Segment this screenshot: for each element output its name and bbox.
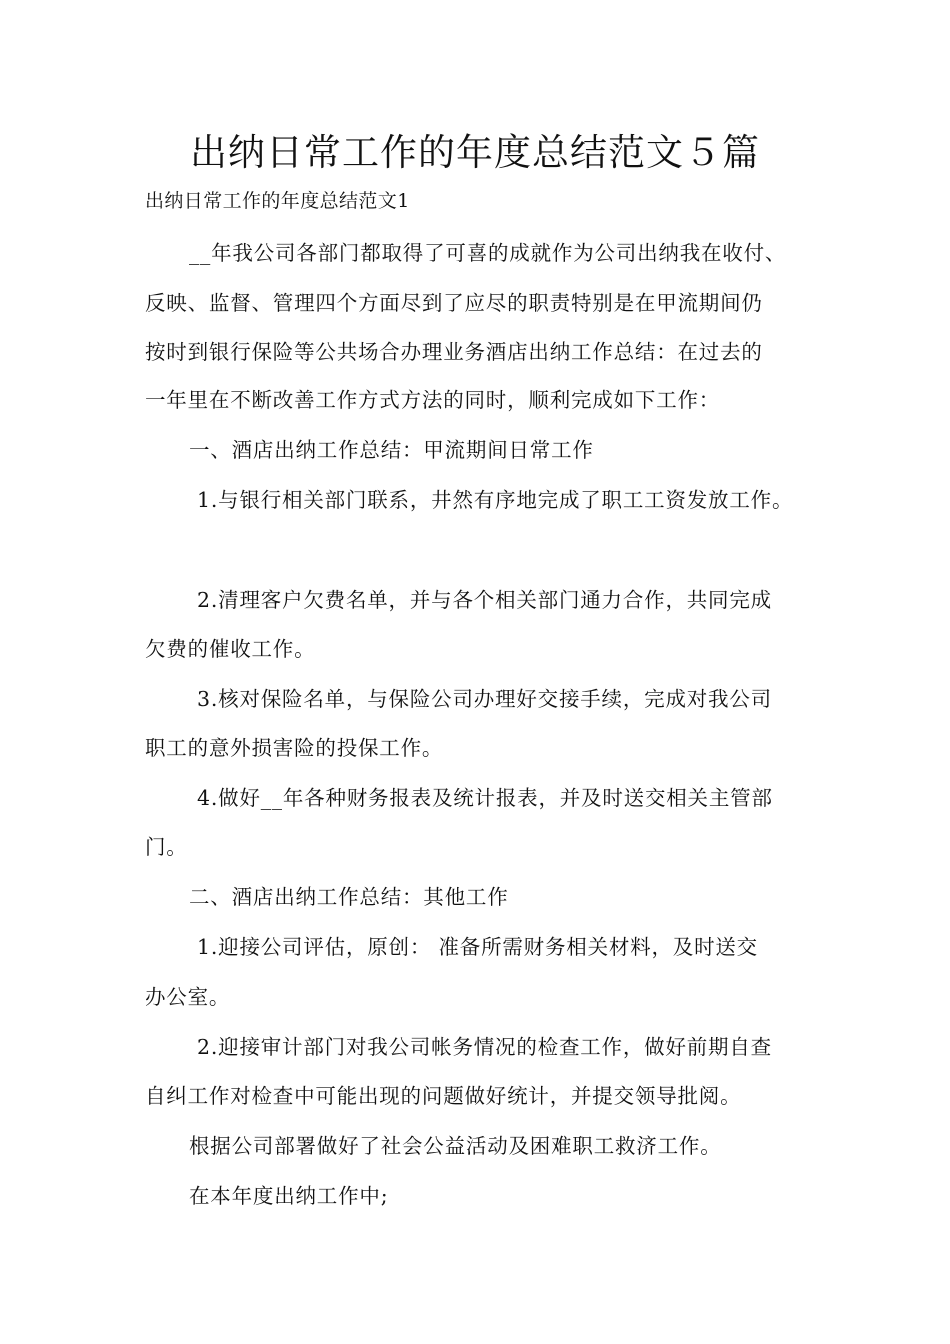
paragraph-line: 在本年度出纳工作中; [189,1184,389,1208]
paragraph-line: 按时到银行保险等公共场合办理业务酒店出纳工作总结：在过去的 [145,340,763,364]
paragraph-line: 欠费的催收工作。 [145,637,316,661]
paragraph-line: 办公室。 [145,985,231,1009]
paragraph-line: 门。 [145,835,188,859]
paragraph-line: __年我公司各部门都取得了可喜的成就作为公司出纳我在收付、 [189,241,787,265]
paragraph-line: 2.清理客户欠费名单，并与各个相关部门通力合作，共同完成 [197,588,772,612]
paragraph-line: 3.核对保险名单，与保险公司办理好交接手续，完成对我公司 [197,687,772,711]
paragraph-line: 根据公司部署做好了社会公益活动及困难职工救济工作。 [189,1134,722,1158]
document-title: 出纳日常工作的年度总结范文５篇 [190,131,760,174]
paragraph-line: 一、酒店出纳工作总结：甲流期间日常工作 [189,438,594,462]
paragraph-line: 职工的意外损害险的投保工作。 [145,736,444,760]
paragraph-line: 1.与银行相关部门联系，井然有序地完成了职工工资发放工作。 [197,488,794,512]
paragraph-line: 自纠工作对检查中可能出现的问题做好统计，并提交领导批阅。 [145,1084,742,1108]
paragraph-line: 1.迎接公司评估，原创： 准备所需财务相关材料，及时送交 [197,935,758,959]
section-heading: 出纳日常工作的年度总结范文1 [145,190,410,212]
paragraph-line: 4.做好__年各种财务报表及统计报表，并及时送交相关主管部 [197,786,773,810]
paragraph-line: 2.迎接审计部门对我公司帐务情况的检查工作，做好前期自查 [197,1035,772,1059]
paragraph-line: 一年里在不断改善工作方式方法的同时，顺利完成如下工作： [145,388,721,412]
paragraph-line: 二、酒店出纳工作总结：其他工作 [189,885,509,909]
paragraph-line: 反映、监督、管理四个方面尽到了应尽的职责特别是在甲流期间仍 [145,291,763,315]
